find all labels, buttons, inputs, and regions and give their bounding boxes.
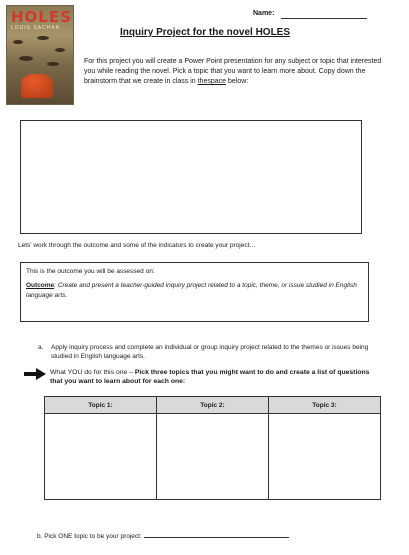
name-blank-line[interactable]: [281, 18, 367, 19]
lets-work-text: Lets' work through the outcome and some of the indicators to create your project…: [18, 242, 256, 249]
cover-hole-decoration: [55, 48, 65, 52]
topic-2-cell[interactable]: [157, 414, 269, 500]
indicator-b-text: b. Pick ONE topic to be your project:: [37, 533, 142, 540]
cover-hole-decoration: [37, 36, 49, 40]
table-header-row: [45, 397, 381, 414]
topics-table: [44, 396, 381, 500]
indicator-a: [38, 343, 380, 361]
outcome-statement: [26, 281, 363, 301]
indicator-b: [37, 533, 289, 540]
right-arrow-icon: [24, 368, 46, 380]
outcome-label: Outcome: [26, 282, 55, 289]
what-you-do-instruction: Pick three topics that you might want to do and create a list of questions that you want to learn about for each one:: [50, 369, 370, 385]
intro-tail-text: below:: [226, 78, 249, 85]
intro-text: For this project you will create a Power Point presentation for any subject or topic that interested you while reading the novel. Pick a topic that you want to learn more about. Copy down the brainstorm that we create in class in: [84, 58, 382, 85]
cover-hole-decoration: [47, 62, 59, 66]
what-you-do-text: [50, 368, 380, 386]
project-topic-blank-line[interactable]: [144, 537, 289, 538]
intro-underlined-text: thespace: [197, 78, 227, 85]
table-row: [45, 414, 381, 500]
topic-3-cell[interactable]: [269, 414, 381, 500]
indicator-a-text: Apply inquiry process and complete an individual or group inquiry project related to the themes or issues being studied in English language arts.: [51, 344, 369, 360]
cover-hole-decoration: [19, 56, 33, 61]
what-you-do-prefix: What YOU do for this one –: [50, 369, 135, 376]
topic-3-header: Topic 3:: [269, 397, 381, 414]
cover-title: HOLES: [11, 8, 72, 26]
outcome-intro: This is the outcome you will be assessed on:: [26, 268, 155, 275]
outcome-box: [20, 262, 369, 322]
book-cover-image: [6, 5, 74, 105]
cover-author: LOUIS SACHAR: [11, 25, 61, 31]
topic-2-header: Topic 2:: [157, 397, 269, 414]
name-label: Name:: [253, 10, 275, 17]
indicator-a-marker: a.: [38, 344, 44, 351]
cover-pot-decoration: [21, 74, 53, 98]
page-title: Inquiry Project for the novel HOLES: [120, 27, 291, 38]
brainstorm-box[interactable]: [20, 120, 362, 234]
topic-1-cell[interactable]: [45, 414, 157, 500]
outcome-text: : Create and present a teacher-guided inquiry project related to a topic, theme, or issue studied in English language arts.: [26, 282, 357, 299]
cover-hole-decoration: [13, 40, 23, 44]
topic-1-header: Topic 1:: [45, 397, 157, 414]
intro-paragraph: [84, 57, 384, 87]
